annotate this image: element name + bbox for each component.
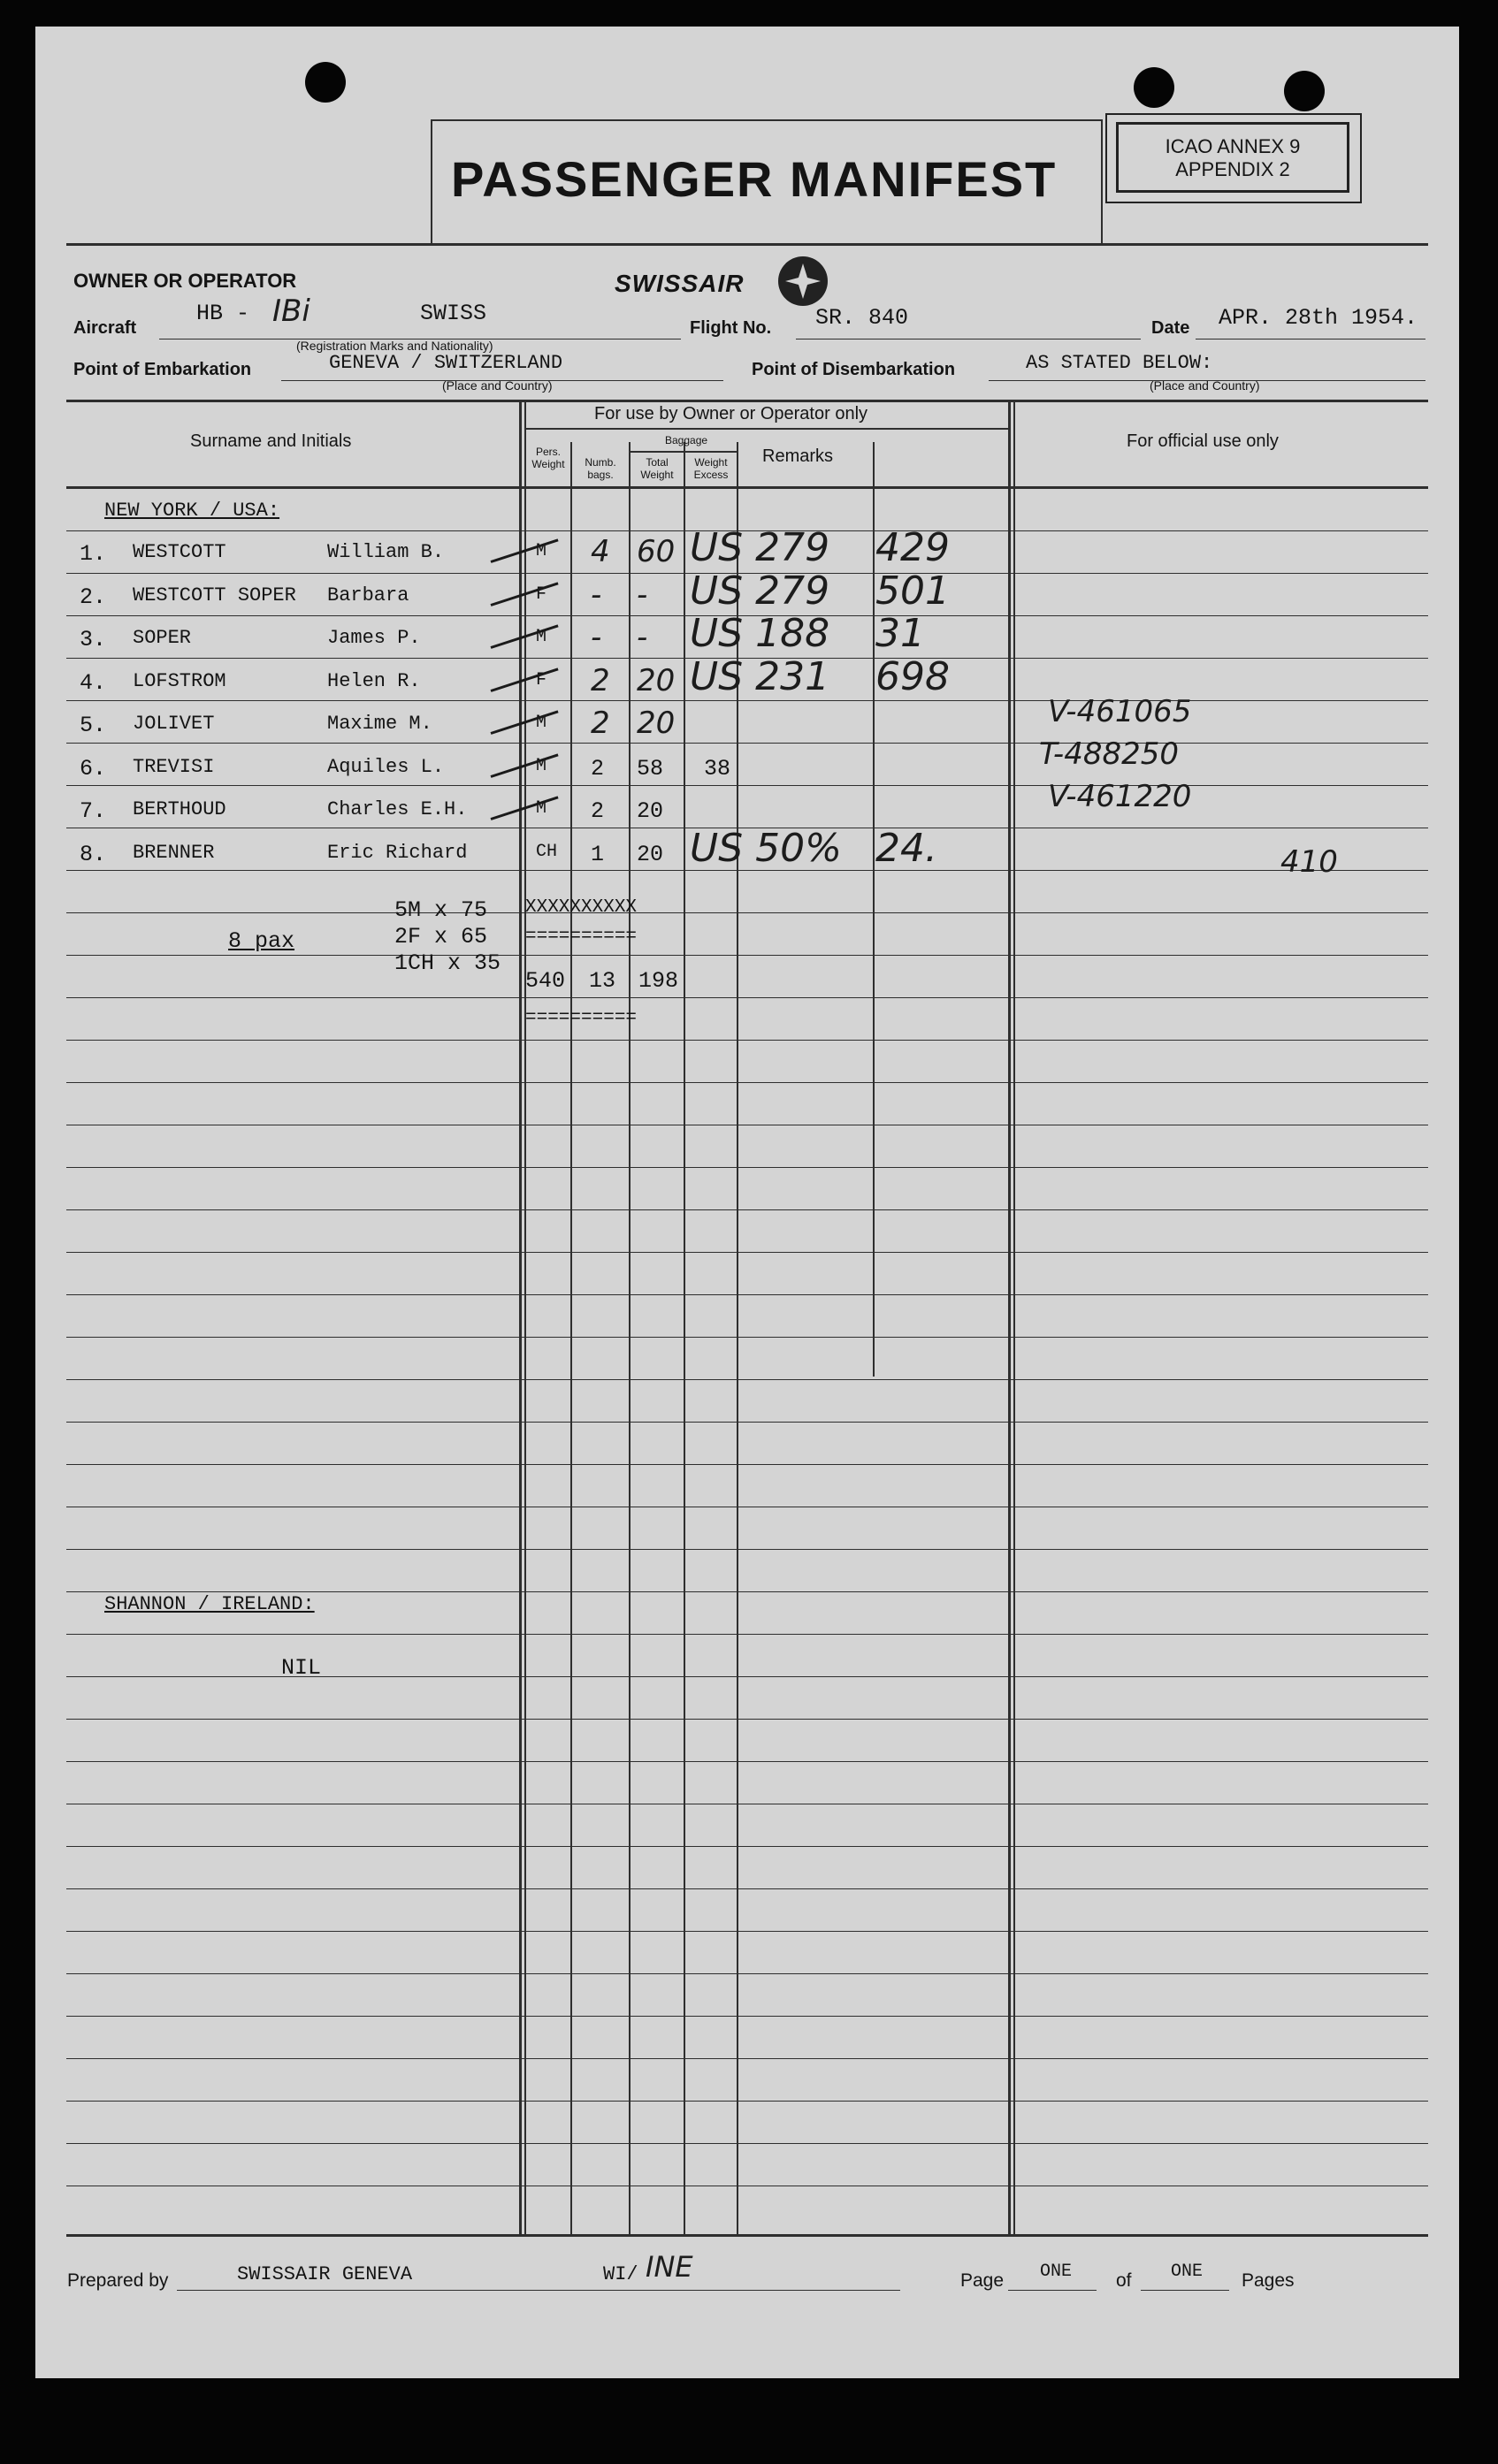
disembarkation-value: AS STATED BELOW: — [1026, 352, 1213, 374]
ruled-line — [66, 700, 1428, 701]
aircraft-nationality: SWISS — [420, 301, 487, 326]
ruled-line — [66, 912, 1428, 913]
ruled-line — [66, 1209, 1428, 1210]
passenger-pers-weight: F — [536, 669, 547, 690]
col-header-official: For official use only — [1127, 431, 1279, 451]
ruled-line — [66, 1422, 1428, 1423]
passenger-remarks: US 50% — [690, 825, 842, 871]
passenger-bag-count: - — [591, 576, 602, 613]
ruled-line — [66, 743, 1428, 744]
passenger-pers-weight: M — [536, 713, 547, 733]
ruled-line — [66, 2016, 1428, 2017]
ruled-line — [66, 1082, 1428, 1083]
col-header-surname: Surname and Initials — [190, 431, 352, 451]
passenger-pers-weight: F — [536, 584, 547, 605]
passenger-official-number: 410 — [1280, 844, 1338, 880]
passenger-pers-weight: M — [536, 627, 547, 647]
ruled-line — [66, 1337, 1428, 1338]
totals-overstrike: XXXXXXXXXX — [525, 897, 638, 918]
embarkation-label: Point of Embarkation — [73, 360, 252, 379]
punch-hole — [1134, 67, 1174, 108]
passenger-remarks-suffix: 31 — [875, 611, 925, 656]
col-header-owner-use: For use by Owner or Operator only — [594, 404, 868, 423]
ruled-line — [66, 1591, 1428, 1592]
aircraft-registration: HB - — [196, 301, 250, 326]
passenger-number: 6. — [80, 755, 107, 782]
date-label: Date — [1151, 318, 1190, 338]
passenger-remarks: US 231 — [690, 653, 830, 699]
passenger-pers-weight: M — [536, 798, 547, 819]
ruled-line — [66, 1294, 1428, 1295]
ruled-line — [66, 785, 1428, 786]
icao-line-1: ICAO ANNEX 9 — [1165, 135, 1301, 157]
ruled-line — [66, 1676, 1428, 1677]
passenger-given-names: Barbara — [327, 584, 409, 606]
passenger-number: 4. — [80, 669, 107, 696]
page-label: Page — [960, 2270, 1005, 2291]
passenger-total-weight: - — [637, 620, 648, 655]
ruled-line — [66, 1040, 1428, 1041]
passenger-bag-count: 1 — [591, 841, 605, 867]
ruled-line — [66, 1931, 1428, 1932]
passenger-bag-count: 4 — [591, 534, 610, 569]
passenger-given-names: James P. — [327, 627, 421, 649]
totals-total-weight: 198 — [638, 968, 679, 994]
passenger-given-names: Helen R. — [327, 669, 421, 692]
totals-pax-count: 8 pax — [228, 928, 295, 954]
totals-rule-2: ========== — [525, 1008, 638, 1028]
passenger-surname: BERTHOUD — [133, 798, 226, 820]
passenger-official-number: V-461065 — [1048, 694, 1192, 729]
totals-bags: 13 — [589, 968, 616, 994]
flight-number: SR. 840 — [815, 305, 909, 331]
passenger-surname: BRENNER — [133, 841, 215, 864]
passenger-surname: JOLIVET — [133, 713, 215, 735]
ruled-line — [66, 1719, 1428, 1720]
ruled-line — [66, 997, 1428, 998]
passenger-remarks: US 279 — [690, 568, 830, 614]
section-destination-new-york: NEW YORK / USA: — [104, 500, 280, 522]
passenger-bag-count: 2 — [591, 706, 610, 741]
ruled-line — [66, 1634, 1428, 1635]
passenger-number: 8. — [80, 841, 107, 867]
passenger-total-weight: 58 — [637, 755, 664, 782]
passenger-surname: WESTCOTT SOPER — [133, 584, 296, 606]
document-title: PASSENGER MANIFEST — [451, 151, 1058, 207]
ruled-line — [66, 1761, 1428, 1762]
section-shannon-value: NIL — [281, 1655, 322, 1681]
passenger-surname: SOPER — [133, 627, 192, 649]
passenger-surname: WESTCOTT — [133, 541, 226, 563]
icao-line-2: APPENDIX 2 — [1175, 158, 1290, 180]
punch-hole — [1284, 71, 1325, 111]
prepared-initials: WI/ — [603, 2263, 638, 2285]
flight-date: APR. 28th 1954. — [1219, 305, 1418, 331]
passenger-total-weight: 20 — [637, 841, 664, 867]
col-header-pers-weight: Pers. Weight — [531, 446, 565, 470]
swissair-logo-text: SWISSAIR — [615, 270, 745, 297]
ruled-line — [66, 1252, 1428, 1253]
ruled-line — [66, 2058, 1428, 2059]
icao-box — [1116, 122, 1349, 193]
page-number: ONE — [1040, 2262, 1073, 2282]
ruled-line — [66, 1888, 1428, 1889]
prepared-by-value: SWISSAIR GENEVA — [237, 2263, 413, 2285]
ruled-line — [66, 1846, 1428, 1847]
passenger-number: 3. — [80, 627, 107, 652]
col-header-remarks: Remarks — [762, 446, 834, 466]
passenger-remarks-suffix: 698 — [875, 653, 950, 699]
passenger-number: 2. — [80, 584, 107, 610]
aircraft-registration-hand: IBi — [272, 294, 310, 329]
passenger-number: 5. — [80, 713, 107, 738]
ruled-line — [66, 2143, 1428, 2144]
passenger-remarks: US 188 — [690, 611, 830, 656]
ruled-line — [66, 2101, 1428, 2102]
prepared-by-label: Prepared by — [67, 2270, 169, 2291]
passenger-pers-weight: M — [536, 541, 547, 561]
punch-hole — [305, 62, 346, 103]
passenger-given-names: Maxime M. — [327, 713, 432, 735]
passenger-pers-weight: CH — [536, 841, 558, 862]
ruled-line — [66, 1167, 1428, 1168]
ruled-line — [66, 955, 1428, 956]
passenger-total-weight: 60 — [637, 534, 676, 569]
col-header-total-weight: Total Weight — [640, 456, 674, 481]
col-header-baggage: Baggage — [665, 434, 708, 446]
passenger-given-names: William B. — [327, 541, 445, 563]
passenger-number: 1. — [80, 541, 107, 567]
passenger-bag-count: 2 — [591, 662, 610, 698]
pages-label: Pages — [1242, 2270, 1295, 2291]
page-total: ONE — [1171, 2262, 1204, 2282]
passenger-given-names: Charles E.H. — [327, 798, 468, 820]
passenger-remarks-suffix: 501 — [875, 568, 950, 614]
totals-calc-female: 2F x 65 — [394, 924, 488, 950]
disembarkation-label: Point of Disembarkation — [752, 360, 956, 379]
passenger-total-weight: - — [637, 576, 648, 613]
passenger-bag-count: 2 — [591, 755, 605, 782]
totals-rule-1: ========== — [525, 927, 638, 947]
passenger-given-names: Aquiles L. — [327, 755, 445, 778]
prepared-initials-hand: INE — [646, 2250, 693, 2284]
ruled-line — [66, 1549, 1428, 1550]
ruled-line — [66, 1379, 1428, 1380]
disembarkation-sublabel: (Place and Country) — [1150, 378, 1260, 393]
embarkation-sublabel: (Place and Country) — [442, 378, 553, 393]
section-destination-shannon: SHANNON / IRELAND: — [104, 1593, 315, 1615]
passenger-given-names: Eric Richard — [327, 841, 468, 864]
passenger-pers-weight: M — [536, 755, 547, 776]
passenger-total-weight: 20 — [637, 662, 676, 698]
passenger-surname: LOFSTROM — [133, 669, 226, 692]
embarkation-value: GENEVA / SWITZERLAND — [329, 352, 563, 374]
passenger-total-weight: 20 — [637, 706, 676, 741]
col-header-numb-bags: Numb. bags. — [585, 456, 616, 481]
ruled-line — [66, 1464, 1428, 1465]
totals-calc-male: 5M x 75 — [394, 897, 488, 923]
aircraft-sublabel: (Registration Marks and Nationality) — [296, 339, 493, 353]
of-label: of — [1116, 2270, 1132, 2291]
owner-label: OWNER OR OPERATOR — [73, 270, 297, 292]
col-header-weight-excess: Weight Excess — [693, 456, 729, 481]
passenger-total-weight: 20 — [637, 798, 664, 824]
passenger-official-number: T-488250 — [1039, 736, 1179, 772]
flight-label: Flight No. — [690, 318, 772, 338]
passenger-remarks-suffix: 24. — [875, 825, 937, 871]
ruled-line — [66, 1973, 1428, 1974]
passenger-official-number: V-461220 — [1048, 779, 1192, 814]
passenger-weight-excess: 38 — [704, 755, 731, 782]
passenger-bag-count: - — [591, 620, 602, 655]
passenger-bag-count: 2 — [591, 798, 605, 824]
aircraft-label: Aircraft — [73, 318, 137, 338]
totals-pers-weight: 540 — [525, 968, 566, 994]
swissair-logo-icon — [778, 256, 828, 306]
passenger-number: 7. — [80, 798, 107, 824]
passenger-remarks: US 279 — [690, 525, 830, 570]
totals-calc-child: 1CH x 35 — [394, 950, 501, 976]
passenger-remarks-suffix: 429 — [875, 525, 950, 570]
passenger-surname: TREVISI — [133, 755, 215, 778]
